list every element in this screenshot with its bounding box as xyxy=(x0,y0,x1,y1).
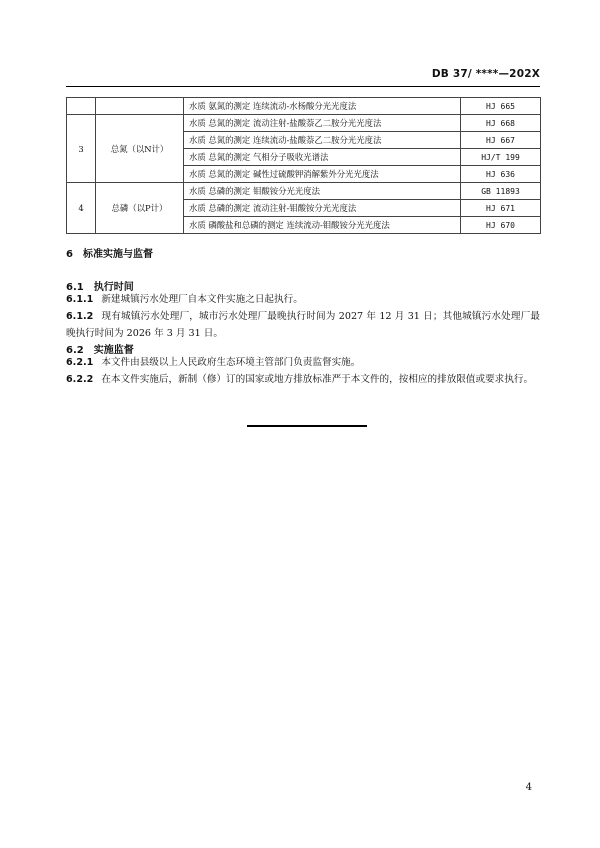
table-row xyxy=(67,183,541,200)
row-item: 总氮（以N计） xyxy=(96,115,184,183)
document-code: DB 37/ ****—202X xyxy=(431,68,540,80)
standard-code: GB 11893 xyxy=(461,183,541,200)
standard-code: HJ 671 xyxy=(461,200,541,217)
clause-paragraph xyxy=(66,308,540,342)
clause-paragraph xyxy=(66,291,540,308)
standard-code: HJ/T 199 xyxy=(461,149,541,166)
row-number: 3 xyxy=(67,115,96,183)
table-row xyxy=(67,98,541,115)
method-name: 水质 总氮的测定 流动注射-盐酸萘乙二胺分光光度法 xyxy=(184,115,461,132)
standard-code: HJ 670 xyxy=(461,217,541,234)
subsection-title: 实施监督 xyxy=(93,345,134,356)
clause-number: 6.2.2 xyxy=(66,374,94,385)
clause-text: 在本文件实施后，新制（修）订的国家或地方排放标准严于本文件的，按相应的排放限值或要求执行。 xyxy=(101,374,534,385)
clause-paragraph xyxy=(66,354,540,371)
method-name: 水质 氨氮的测定 连续流动-水杨酸分光光度法 xyxy=(184,98,461,115)
standard-code: HJ 667 xyxy=(461,132,541,149)
method-name: 水质 总氮的测定 连续流动-盐酸萘乙二胺分光光度法 xyxy=(184,132,461,149)
clause-text: 现有城镇污水处理厂，城市污水处理厂最晚执行时间为 2027 年 12 月 31 日；其他城镇污水处理厂最晚执行时间为 2026 年 3 月 31 日。 xyxy=(66,311,540,339)
methods-table xyxy=(66,97,541,234)
clause-number: 6.1.2 xyxy=(66,311,94,322)
method-name: 水质 总氮的测定 碱性过硫酸钾消解紫外分光光度法 xyxy=(184,166,461,183)
header-divider xyxy=(66,86,540,87)
standard-code: HJ 668 xyxy=(461,115,541,132)
subsection-number: 6.1 xyxy=(66,282,84,293)
method-name: 水质 总磷的测定 流动注射-钼酸铵分光光度法 xyxy=(184,200,461,217)
row-item xyxy=(96,98,184,115)
section-number: 6 xyxy=(66,249,73,260)
method-name: 水质 总磷的测定 钼酸铵分光光度法 xyxy=(184,183,461,200)
row-number xyxy=(67,98,96,115)
standard-code: HJ 665 xyxy=(461,98,541,115)
end-of-document-rule xyxy=(247,425,367,427)
table-row xyxy=(67,115,541,132)
subsection-title: 执行时间 xyxy=(93,282,134,293)
method-name: 水质 磷酸盐和总磷的测定 连续流动-钼酸铵分光光度法 xyxy=(184,217,461,234)
standard-code: HJ 636 xyxy=(461,166,541,183)
clause-number: 6.2.1 xyxy=(66,357,94,368)
subsection-number: 6.2 xyxy=(66,345,84,356)
row-item: 总磷（以P计） xyxy=(96,183,184,234)
clause-number: 6.1.1 xyxy=(66,294,94,305)
section-title: 标准实施与监督 xyxy=(82,249,153,260)
row-number: 4 xyxy=(67,183,96,234)
clause-text: 新建城镇污水处理厂自本文件实施之日起执行。 xyxy=(101,294,303,305)
section-heading xyxy=(66,245,153,260)
method-name: 水质 总氮的测定 气相分子吸收光谱法 xyxy=(184,149,461,166)
clause-paragraph xyxy=(66,371,540,388)
page-number: 4 xyxy=(525,782,532,793)
clause-text: 本文件由县级以上人民政府生态环境主管部门负责监督实施。 xyxy=(101,357,361,368)
